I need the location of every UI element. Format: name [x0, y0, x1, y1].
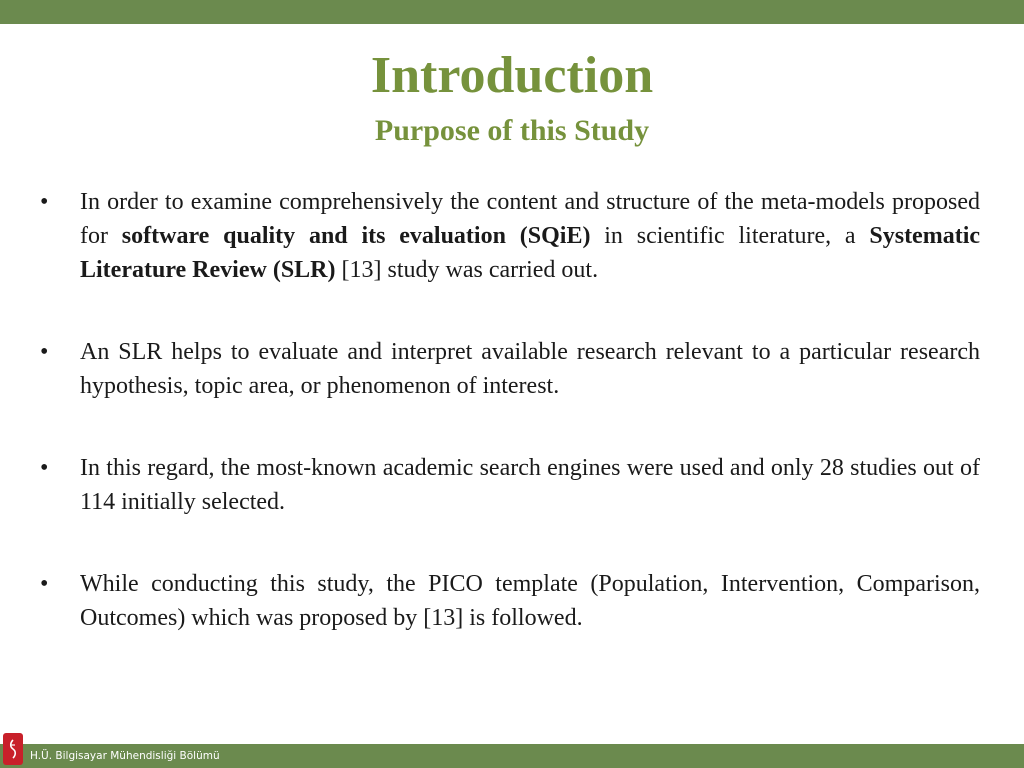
bullet-item-search-engines [40, 451, 980, 519]
bullet-text-run: in scientific literature, a [590, 223, 870, 249]
bullet-marker: • [40, 189, 49, 215]
university-logo-icon [3, 733, 23, 765]
bullet-item-slr-definition [40, 335, 980, 403]
bullet-text: An SLR helps to evaluate and interpret available research relevant to a particular research hypothesis, topic area, or phenomenon of interest. [80, 339, 980, 399]
bullet-item-pico-template [40, 567, 980, 635]
bullet-text-run: In order to examine comprehensively the content and structure of the meta-models proposed for [80, 189, 980, 249]
bullet-text-run [506, 223, 520, 249]
slide-title: Introduction [370, 47, 654, 104]
bullet-marker: • [40, 571, 49, 597]
bullet-text: In this regard, the most-known academic search engines were used and only 28 studies out of 114 initially selected. [80, 455, 980, 515]
bullet-text-run: [13] study was carried out. [335, 257, 599, 283]
footer-department: H.Ü. Bilgisayar Mühendisliği Bölümü [30, 750, 220, 762]
university-logo-mark [8, 739, 18, 759]
bullet-text [80, 185, 980, 287]
bullet-marker: • [40, 455, 49, 481]
bullet-marker: • [40, 339, 49, 365]
bullet-text-bold-run: Systematic Literature Review [80, 223, 981, 283]
bullet-text-bold-run: (SLR) [272, 257, 336, 283]
bullet-text-bold-run: (SQiE) [519, 223, 591, 249]
slide-subtitle: Purpose of this Study [374, 114, 650, 147]
bullet-text: While conducting this study, the PICO template (Population, Intervention, Comparison, Outcomes) which was proposed by [13] is followed. [80, 571, 980, 631]
bullet-text-bold-run: software quality and its evaluation [121, 223, 506, 249]
bullet-item-slr-purpose [40, 185, 980, 287]
